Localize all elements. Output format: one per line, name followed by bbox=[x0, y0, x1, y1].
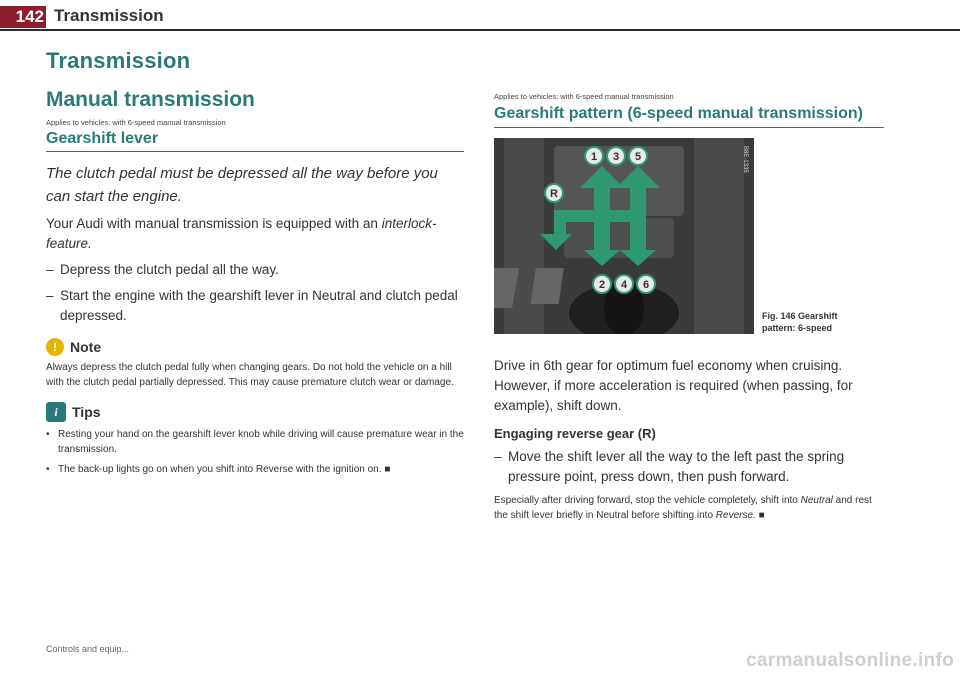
dash-marker: – bbox=[46, 262, 54, 277]
lead-text: The clutch pedal must be depressed all the way before you can start the engine. bbox=[46, 165, 438, 205]
gear-label-bottom: 2 bbox=[598, 279, 606, 291]
tip-item bbox=[46, 462, 464, 477]
intro-text: Your Audi with manual transmission is equipped with an bbox=[46, 216, 378, 231]
gear-label-bottom: 4 bbox=[620, 279, 628, 291]
info-icon: i bbox=[46, 402, 66, 422]
end-mark: ■ bbox=[384, 464, 391, 475]
reverse-note-italic: Reverse. bbox=[715, 510, 756, 521]
gear-label-reverse: R bbox=[550, 188, 558, 200]
gearshift-illustration bbox=[494, 138, 754, 334]
applies-note: Applies to vehicles: with 6-speed manual transmission bbox=[494, 92, 674, 101]
watermark: carmanualsonline.info bbox=[746, 650, 954, 671]
running-header: Transmission bbox=[54, 6, 164, 25]
step-text: Depress the clutch pedal all the way. bbox=[60, 262, 279, 277]
step-item bbox=[494, 447, 884, 487]
dash-marker: – bbox=[46, 288, 54, 303]
figure-wrapper bbox=[494, 138, 884, 344]
gear-label-top: 3 bbox=[612, 151, 620, 163]
step-text: Start the engine with the gearshift lever in Neutral and clutch pedal depressed. bbox=[60, 288, 458, 323]
left-column bbox=[46, 48, 464, 482]
dash-marker: – bbox=[494, 449, 502, 464]
tip-item bbox=[46, 427, 464, 457]
tips-header bbox=[46, 402, 464, 422]
reverse-note-text: and rest the shift lever briefly in Neutral before shifting into bbox=[494, 495, 872, 521]
note-title: Note bbox=[70, 339, 102, 355]
reverse-heading: Engaging reverse gear (R) bbox=[494, 426, 656, 441]
gear-label-bottom: 6 bbox=[642, 279, 650, 291]
body-paragraph: Drive in 6th gear for optimum fuel economy when cruising. However, if more acceleration is required (when passing, for example), shift down. bbox=[494, 358, 853, 413]
note-header bbox=[46, 338, 464, 356]
gearshift-figure bbox=[494, 138, 754, 334]
reverse-note-italic: Neutral bbox=[800, 495, 833, 506]
figure-code: B8E-1335 bbox=[742, 146, 748, 173]
figure-caption bbox=[762, 310, 838, 334]
tip-text: The back-up lights go on when you shift into Reverse with the ignition on. bbox=[58, 464, 382, 475]
topic-title: Gearshift lever bbox=[46, 130, 464, 152]
tips-title: Tips bbox=[72, 404, 101, 420]
section-title: Transmission bbox=[46, 48, 191, 73]
gear-label-top: 5 bbox=[634, 151, 642, 163]
gear-label-top: 1 bbox=[590, 151, 598, 163]
exclamation-circle-icon: ! bbox=[46, 338, 64, 356]
intro-italic: interlock-feature. bbox=[46, 216, 437, 251]
right-body bbox=[494, 356, 884, 523]
figure-caption-line: pattern: 6-speed bbox=[762, 323, 833, 333]
reverse-note bbox=[494, 493, 884, 523]
subsection-title: Manual transmission bbox=[46, 88, 255, 111]
bullet-dot: • bbox=[46, 464, 50, 475]
bullet-dot: • bbox=[46, 429, 50, 440]
reverse-note-text: Especially after driving forward, stop the vehicle completely, shift into bbox=[494, 495, 801, 506]
tip-text: Resting your hand on the gearshift lever knob while driving will cause premature wear in the transmission. bbox=[58, 429, 464, 455]
intro-paragraph bbox=[46, 214, 464, 254]
footer-mark: Controls and equip... bbox=[46, 644, 130, 654]
page-number: 142 bbox=[0, 6, 46, 28]
step-item bbox=[46, 286, 464, 326]
figure-caption-line: Fig. 146 Gearshift bbox=[762, 311, 838, 321]
end-mark: ■ bbox=[758, 510, 765, 521]
header-rule bbox=[0, 29, 960, 31]
applies-note: Applies to vehicles: with 6-speed manual transmission bbox=[46, 118, 226, 127]
note-text: Always depress the clutch pedal fully when changing gears. Do not hold the vehicle on a hill with the clutch pedal partially depressed. This may cause premature clutch wear or damage. bbox=[46, 362, 454, 388]
step-item bbox=[46, 260, 464, 280]
topic-title: Gearshift pattern (6-speed manual transmission) bbox=[494, 104, 884, 128]
right-column bbox=[494, 92, 884, 527]
step-text: Move the shift lever all the way to the left past the spring pressure point, press down, then push forward. bbox=[508, 449, 845, 484]
